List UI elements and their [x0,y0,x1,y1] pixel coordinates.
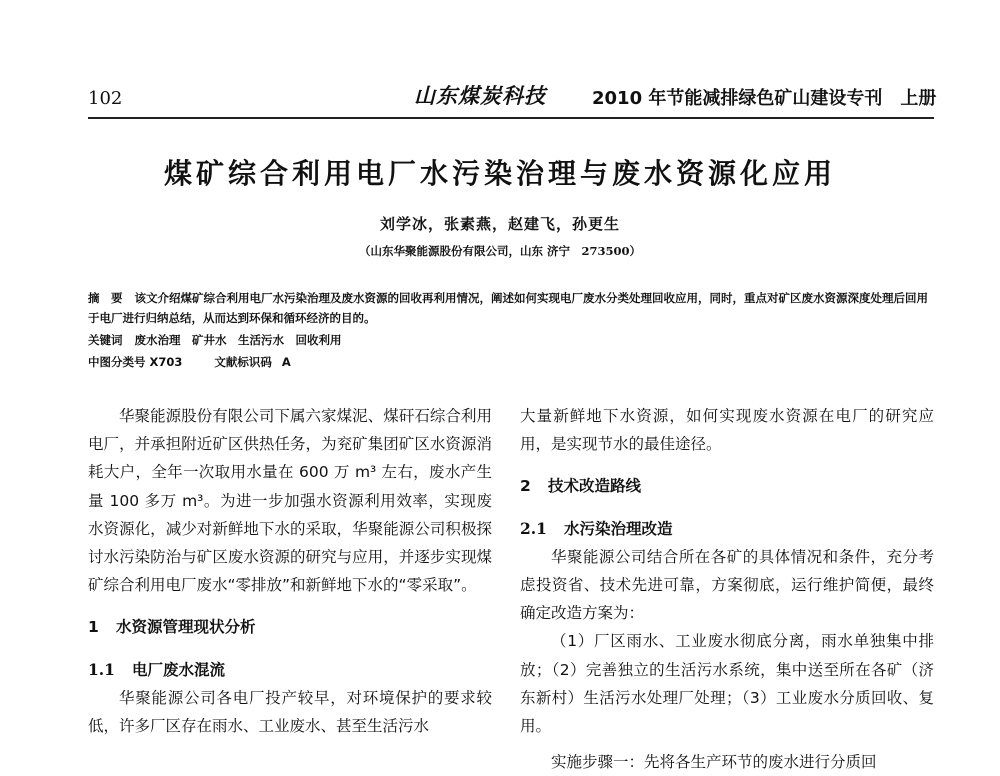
step-one-paragraph: 实施步骤一：先将各生产环节的废水进行分质回 [551,753,877,772]
plan-items-paragraph: （1）厂区雨水、工业废水彻底分离，雨水单独集中排放；（2）完善独立的生活污水系统，集中送至所在各矿（济东新村）生活污水处理厂处理；（3）工业废水分质回收、复用。 [520,632,934,736]
right-column [520,402,934,776]
page-number: 102 [88,88,123,109]
section-1-1-heading [88,656,492,684]
section-1-1-paragraph: 华聚能源公司各电厂投产较早，对环境保护的要求较低，许多厂区存在雨水、工业废水、甚至生活污水 [88,688,492,736]
article-title: 煤矿综合利用电厂水污染治理与废水资源化应用 [163,157,836,190]
section-2-1-paragraph: 华聚能源公司结合所在各矿的具体情况和条件，充分考虑投资省、技术先进可靠，方案彻底，运行维护简便，最终确定改造方案为： [520,547,934,623]
classification-line [88,352,934,372]
left-column [88,402,492,740]
continued-paragraph: 大量新鲜地下水资源，如何实现废水资源在电厂的研究应用，是实现节水的最佳途径。 [520,407,934,454]
intro-paragraph: 华聚能源股份有限公司下属六家煤泥、煤矸石综合利用电厂，并承担附近矿区供热任务，为兖矿集团矿区水资源消耗大户，全年一次取用水量在 600 万 m³ 左右，废水产生量 100 多万 m³。为进一步加强水资源利用效率，实现废水资源化，减少对新鲜地下水的采取，华聚能源公司积极探讨水污染防治与矿区废水资源的研究与应用，并逐步实现煤矿综合利用电厂废水“零排放”和新鲜地下水的“零采取”。 [88,407,492,595]
keywords-text: 废水治理 矿井水 生活污水 回收利用 [134,333,342,347]
journal-logo: 山东煤炭科技 [414,84,546,108]
section-1-number: 1 [88,618,99,637]
header-rule [88,117,934,119]
keywords-label: 关键词 [88,333,123,347]
doc-code-value: A [281,355,291,369]
abstract-text: 该文介绍煤矿综合利用电厂水污染治理及废水资源的回收再利用情况，阐述如何实现电厂废水分类处理回收应用，同时，重点对矿区废水资源深度处理后回用于电厂进行归纳总结，从而达到环保和循环经济的目的。 [88,291,928,325]
section-2-number: 2 [520,477,531,496]
section-1-1-title: 电厂废水混流 [132,659,226,679]
class-value: X703 [149,355,183,369]
affiliation: （山东华聚能源股份有限公司，山东 济宁 273500） [358,244,641,258]
section-1-title: 水资源管理现状分析 [116,618,256,637]
section-1-1-number: 1.1 [88,659,115,679]
section-2-heading [520,472,934,500]
abstract-label: 摘 要 [88,291,123,305]
doc-code-label: 文献标识码 [214,355,272,369]
section-2-1-heading [520,515,934,543]
keywords [88,330,934,350]
section-2-1-title: 水污染治理改造 [564,518,673,538]
issue-title: 2010 年节能减排绿色矿山建设专刊 上册 [592,88,937,109]
class-label: 中图分类号 [88,355,146,369]
authors: 刘学冰，张素燕，赵建飞，孙更生 [379,215,620,233]
section-2-title: 技术改造路线 [548,477,642,496]
section-2-1-number: 2.1 [520,518,547,538]
section-1-heading [88,613,492,641]
abstract [88,288,934,328]
